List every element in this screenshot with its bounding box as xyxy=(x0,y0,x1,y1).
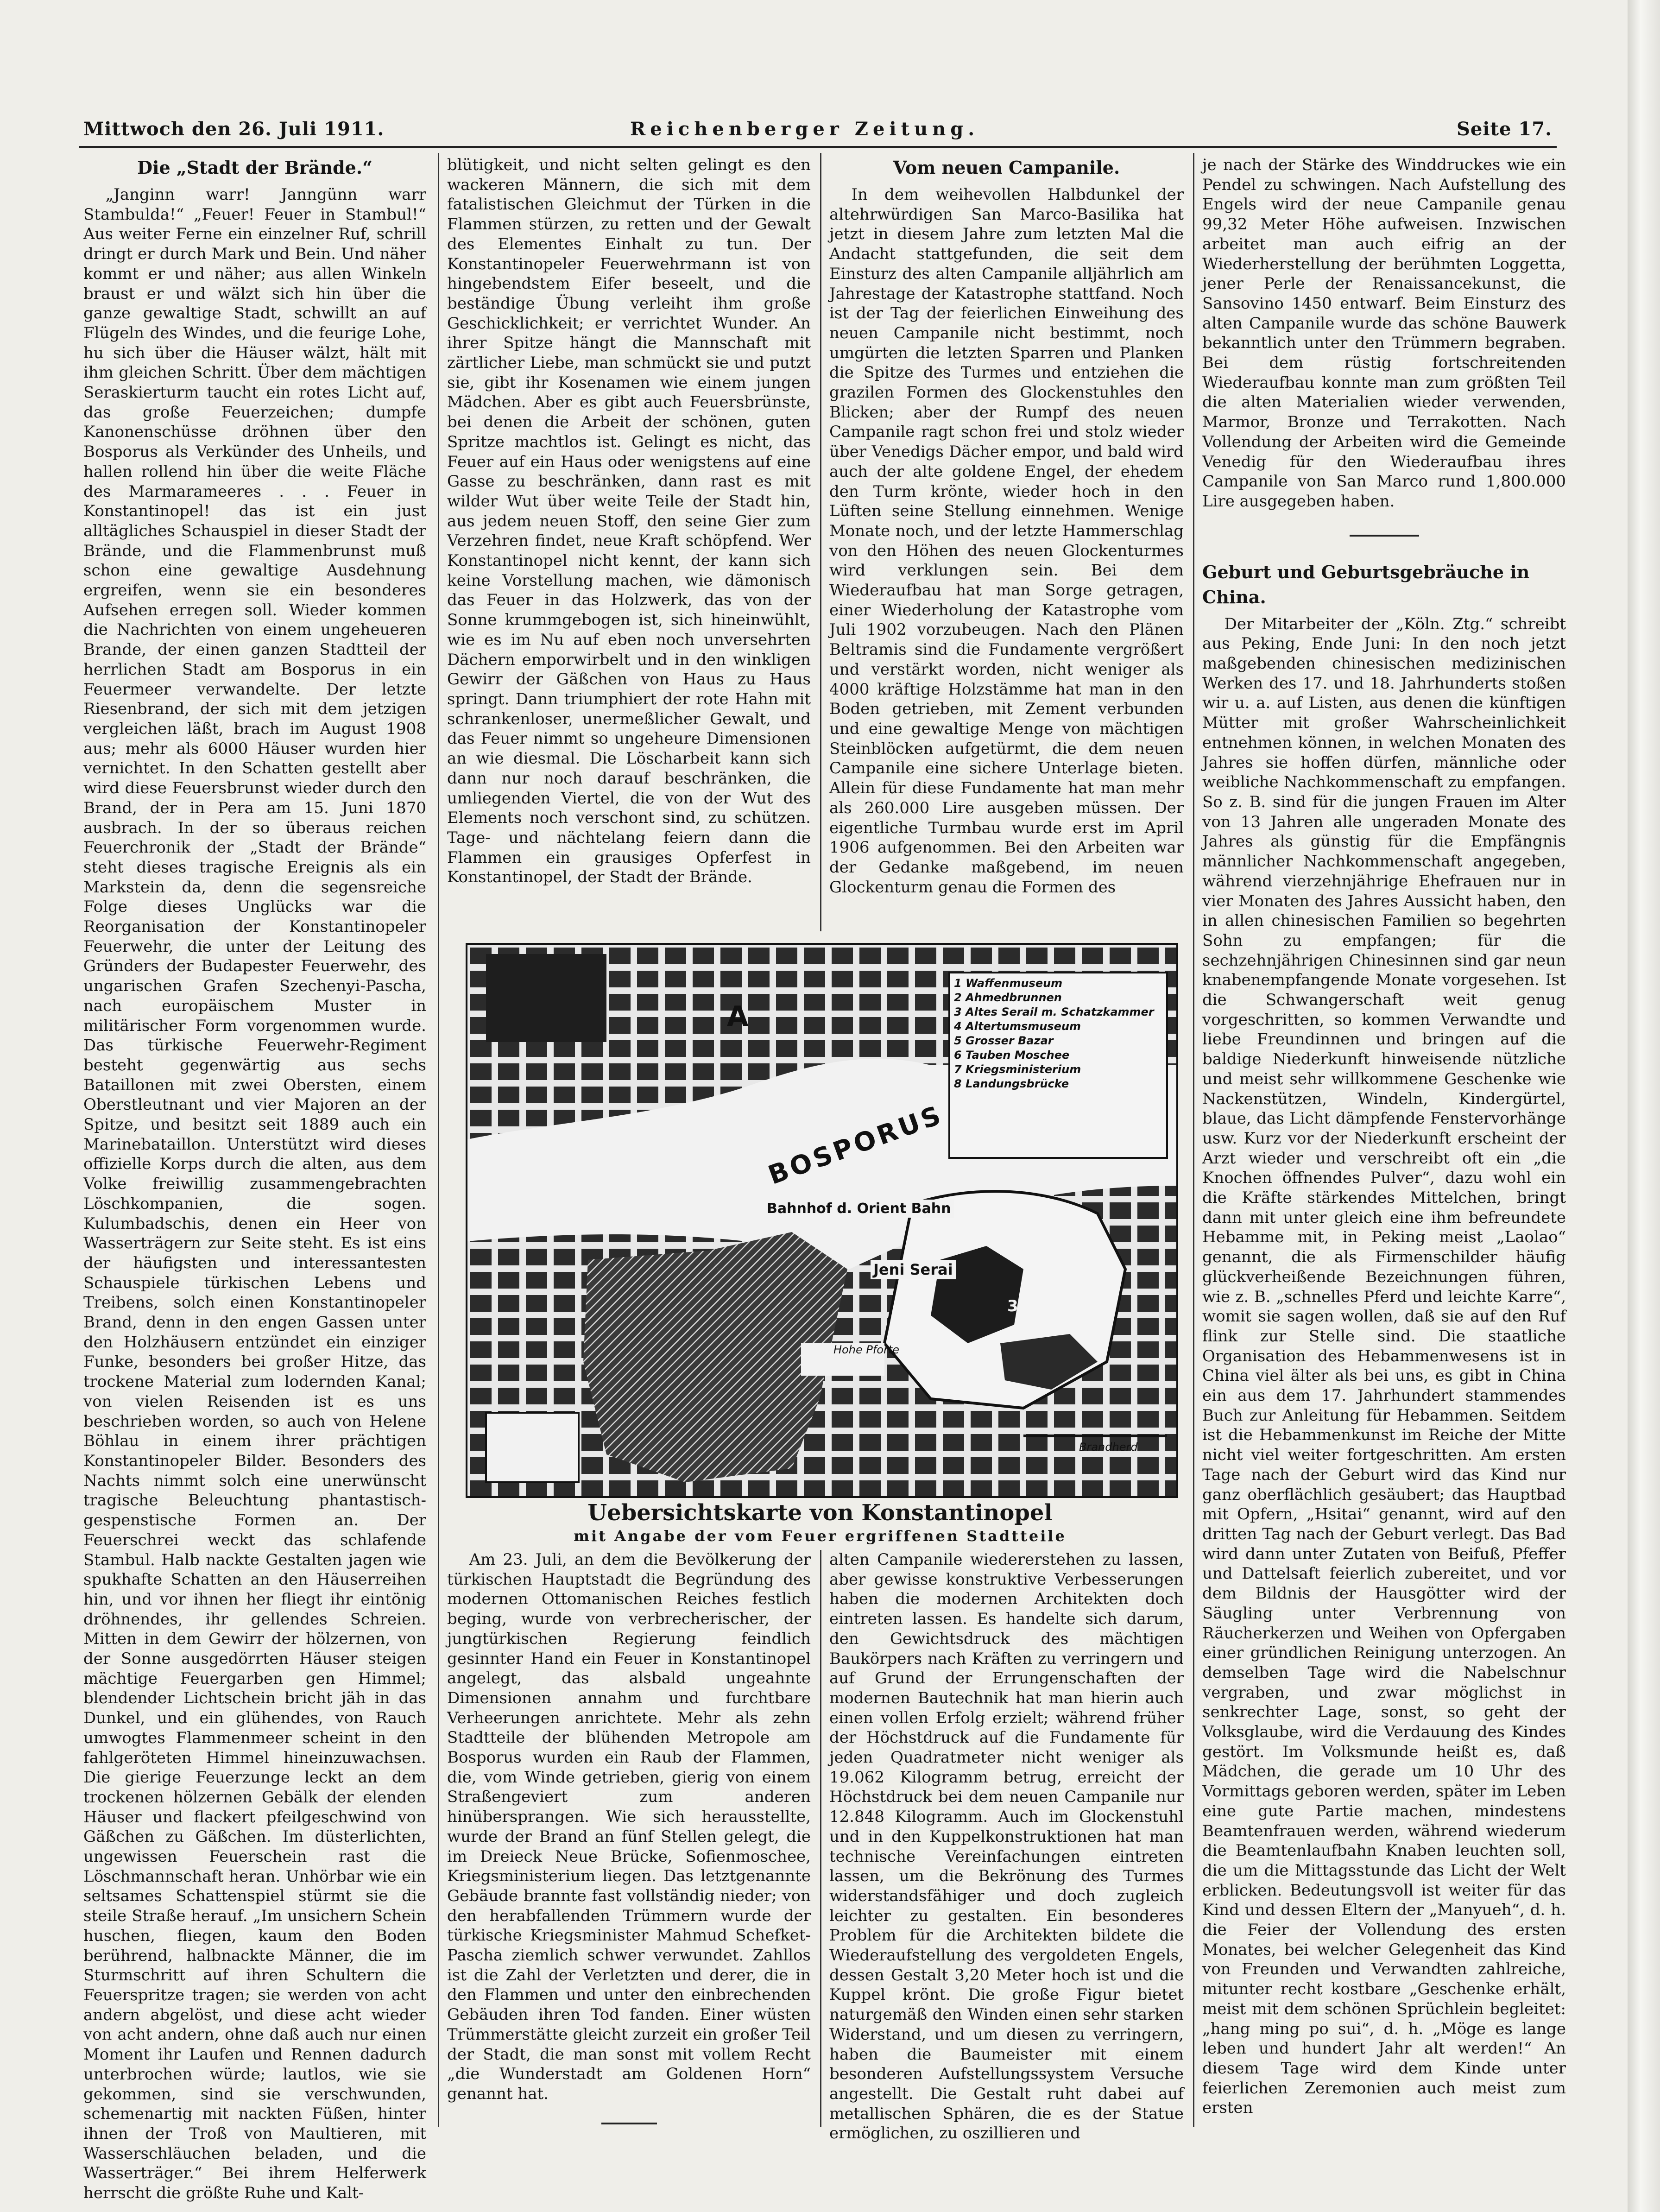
legend-item: 2 Ahmedbrunnen xyxy=(954,991,1062,1004)
header-date: Mittwoch den 26. Juli 1911. xyxy=(83,118,385,140)
header-newspaper-title: Reichenberger Zeitung. xyxy=(630,118,979,140)
legend-item: 8 Landungsbrücke xyxy=(954,1077,1069,1090)
article-fire-report xyxy=(447,1550,811,2124)
article-fire-report-text: Am 23. Juli, an dem die Bevölkerung der türkischen Hauptstadt die Begründung des modernen Ottomanischen Reiches festlich beging, wurde von verbrecherischer, der jungtürkischen Regierung feindlich gesinnter Hand ein Feuer in Konstantinopel angelegt, das alsbald ungeahnte Dimensionen annahm und furchtbare Verheerungen anrichtete. Mehr als zehn Stadtteile der blühenden Metropole am Bosporus wurden ein Raub der Flammen, die, vom Winde getrieben, gierig von einem Straßengeviert zum anderen hinübersprangen. Wie sich herausstellte, wurde der Brand an fünf Stellen gelegt, die im Dreieck Neue Brücke, Sofienmoschee, Kriegsministerium liegen. Das letztgenannte Gebäude brannte fast vollständig nieder; von den herabfallenden Trümmern wurde der türkische Kriegsminister Mahmud Schefket-Pascha ziemlich schwer verwundet. Zahllos ist die Zahl der Verletzten und derer, die in den Flammen und unter den einbrechenden Gebäuden ihren Tod fanden. Einer wüsten Trümmerstätte gleicht zurzeit ein großer Teil der Stadt, die man sonst mit vollem Recht „die Wunderstadt am Goldenen Horn“ genannt hat. xyxy=(447,1550,811,2103)
article-china-text: Der Mitarbeiter der „Köln. Ztg.“ schreibt aus Peking, Ende Juni: In den noch jetzt maßgebenden chinesischen medizinischen Werken des 17. und 18. Jahrhunderts stoßen wir u. a. auf Listen, aus denen die künftigen Mütter mit großer Wahrscheinlichkeit entnehmen können, in welchen Monaten des Jahres sie hoffen dürfen, männliche oder weibliche Nachkommenschaft zu empfangen. So z. B. sind für die jungen Frauen im Alter von 13 Jahren alle ungeraden Monate des Jahres als günstig für die Empfängnis männlicher Nachkommenschaft angegeben, während vierzehnjährige Ehefrauen nur in vier Monaten des Jahres Aussicht haben, den in allen chinesischen Familien so begehrten Sohn zu empfangen; für die sechzehnjährigen Chinesinnen sind gar neun knabenempfangende Monate vorgesehen. Ist die Schwangerschaft weit genug vorgeschritten, so kommen Verwandte und liebe Freundinnen und bringen auf die baldige Niederkunft hinweisende nützliche und meist sehr willkommene Geschenke wie Nackenstützen, Windeln, Kindergürtel, blaue, das Licht dämpfende Fenstervorhänge usw. Kurz vor der Niederkunft erscheint der Arzt wieder und verschreibt oft ein „die Knochen öffnendes Pulver“, dazu wohl ein die Kräfte stärkendes Mittelchen, bringt dann mit unter gleich eine ihm befreundete Hebamme mit, in Peking meist „Laolao“ genannt, die als Firmenschilder häufig glückverheißende Bezeichnungen führen, wie z. B. „schnelles Pferd und leichte Karre“, womit sie sagen wollen, daß sie auf den Ruf flink zur Stelle sind. Die staatliche Organisation des Hebammenwesens ist in China viel älter als bei uns, es gibt in China ein aus dem 17. Jahrhundert stammendes Buch zur Anleitung für Hebammen. Seitdem ist die Hebammenkunst im Reiche der Mitte nicht viel weiter fortgeschritten. Am ersten Tage nach der Geburt wird das Kind nur ganz oberflächlich gesäubert; das Hauptbad mit Opfern, „Hsitai“ genannt, wird auf den dritten Tag nach der Geburt verlegt. Das Bad wird dann unter Zutaten von Beifuß, Pfeffer und Dattelsaft feierlich zubereitet, und vor dem Bildnis der Hausgötter wird der Säugling unter Verbrennung von Räucherkerzen und Weihen von Opfergaben einer gründlichen Reinigung unterzogen. An demselben Tage wird die Nabelschnur vergraben, und zwar möglichst in senkrechter Lage, sonst, so geht der Volksglaube, wird die Verdauung des Kindes gestört. Im Volksmunde heißt es, daß Mädchen, die gerade um 10 Uhr des Vormittags geboren werden, später im Leben eine gute Partie machen, mindestens Beamtenfrauen werden, während wiederum die Beamtenlaufbahn Knaben leuchten soll, die um die Mittagsstunde das Licht der Welt erblicken. Bedeutungsvoll ist weiter für das Kind und dessen Eltern der „Manyueh“, d. h. die Feier der Vollendung des ersten Monates, bei welcher Gelegenheit das Kind von Freunden und Verwandten zahlreiche, mitunter recht kostbare „Geschenke erhält, meist mit dem schönen Sprüchlein begleitet: „hang ming po sui“, d. h. „Möge es lange leben und hundert Jahr alt werden!“ An diesem Tage wird dem Kinde unter feierlichen Zeremonien auch meist zum ersten xyxy=(1202,614,1566,2117)
article-fire-text: „Janginn warr! Janngünn warr Stambulda!“ „Feuer! Feuer in Stambul!“ Aus weiter Ferne ein einzelner Ruf, schrill dringt er durch Mark und Bein. Und näher kommt er und näher; aus allen Winkeln braust er und wälzt sich hin über die ganze gewaltige Stadt, schwillt an auf Flügeln des Windes, und die feurige Lohe, hu sich über die Häuser wälzt, hält mit ihm gleichen Schritt. Über dem mächtigen Seraskierturm taucht ein rotes Licht auf, das große Feuerzeichen; dumpfe Kanonenschüsse dröhnen über den Bosporus als Verkünder des Unheils, und hallen rollend hin über die weite Fläche des Marmarameeres . . . Feuer in Konstantinopel! das ist ein just alltägliches Schauspiel in dieser Stadt der Brände, und die Flammenbrunst muß schon eine gewaltige Ausdehnung ergreifen, wenn sie ein besonderes Aufsehen erregen soll. Wieder kommen die Nachrichten von einem ungeheueren Brande, der einen ganzen Stadtteil der herrlichen Stadt am Bosporus in ein Feuermeer verwandelte. Der letzte Riesenbrand, der sich mit dem jetzigen vergleichen läßt, brach im August 1908 aus; mehr als 6000 Häuser wurden hier vernichtet. In den Schatten gestellt aber wird diese Feuersbrunst wieder durch den Brand, der in Pera am 15. Juni 1870 ausbrach. In der so überaus reichen Feuerchronik der „Stadt der Brände“ steht dieses tragische Ereignis als ein Markstein da, denn die segensreiche Folge dieses Unglücks war die Reorganisation der Konstantinopeler Feuerwehr, die unter der Leitung des Gründers der Budapester Feuerwehr, des ungarischen Grafen Szechenyi-Pascha, nach europäischem Muster in militärischer Form vorgenommen wurde. Das türkische Feuerwehr-Regiment besteht gegenwärtig aus sechs Bataillonen mit zwei Obersten, einem Oberstleutnant und vier Majoren an der Spitze, und besitzt seit 1889 auch ein Marinebataillon. Unterstützt wird dieses offizielle Korps durch die alten, aus dem Volke freiwillig zusammengebrachten Löschkompanien, die sogen. Kulumbadschis, denen ein Heer von Wasserträgern zur Seite steht. Es ist eins der häufigsten und interessantesten Schauspiele türkischen Lebens und Treibens, solch einen Konstantinopeler Brand, denn in den engen Gassen unter den Holzhäusern entzündet ein einziger Funke, besonders bei großer Hitze, das trockene Material zum lodernden Kanal; von vielen Reisenden ist es uns beschrieben worden, so auch von Helene Böhlau in einem ihrer prächtigen Konstantinopeler Bilder. Besonders des Nachts nimmt solch eine unerwünscht tragische Beleuchtung phantastisch-gespenstische Formen an. Der Feuerschrei weckt das schlafende Stambul. Halb nackte Gestalten jagen wie spukhafte Schatten an den Häuserreihen hin, und vor ihnen her fliegt ihr eintönig dröhnendes, ihr gellendes Schreien. Mitten in dem Gewirr der hölzernen, von der Sonne ausgedörrten Häuser steigen mächtige Feuergarben gen Himmel; blendender Lichtschein bricht jäh in das Dunkel, und ein glühendes, von Rauch umwogtes Flammenmeer scheint in den fahlgeröteten Himmel hineinzuwachsen. Die gierige Feuerzunge leckt an dem trockenen hölzernen Gebälk der elenden Häuser und flackert pfeilgeschwind von Gäßchen zu Gäßchen. Im düsterlichten, ungewissen Feuerschein rast die Löschmannschaft heran. Unhörbar wie ein seltsames Schattenspiel stürmt sie die steile Straße herauf. „Im unsichern Schein huschen, fliegen, kaum den Boden berührend, halbnackte Männer, die im Sturmschritt auf ihren Schultern die Feuerspritze tragen; sie werden von acht andern abgelöst, und diese acht wieder von acht andern, ohne daß auch nur einen Moment ihr Laufen und Rennen dadurch unterbrochen würde; lautlos, wie sie gekommen, sind sie verschwunden, schemenartig mit nackten Füßen, hinter ihnen der Troß von Maultieren, mit Wasserschläuchen beladen, und die Wasserträger.“ Bei ihrem Helferwerk herrscht die größte Ruhe und Kalt- xyxy=(83,185,426,2203)
map-caption-title: Uebersichtskarte von Konstantinopel xyxy=(587,1500,1053,1526)
legend-item: 4 Altertumsmuseum xyxy=(954,1020,1081,1033)
legend-item: 3 Altes Serail m. Schatzkammer xyxy=(954,1005,1154,1018)
article-title-fire: Die „Stadt der Brände.“ xyxy=(137,157,372,178)
article-campanile-text: In dem weihevollen Halbdunkel der altehrwürdigen San Marco-Basilika hat jetzt in diesem Jahre zum letzten Mal die Andacht stattgefunden, die seit dem Einsturz des alten Campanile alljährlich am Jahrestage der Katastrophe stattfand. Noch ist der Tag der feierlichen Einweihung des neuen Campanile nicht bestimmt, noch umgürten die letzten Sparren und Planken die Spitze des Turmes und entziehen die grazilen Formen des Glockenstuhles den Blicken; aber der Rumpf des neuen Campanile ragt schon frei und stolz wieder über Venedigs Dächer empor, und bald wird auch der alte goldene Engel, der ehedem den Turm krönte, wieder hoch in den Lüften seine Stellung einnehmen. Wenige Monate noch, und der letzte Hammerschlag von den Höhen des neuen Glockenturmes wird verklungen sein. Bei dem Wiederaufbau hat man Sorge getragen, einer Wiederholung der Katastrophe vom Juli 1902 vorzubeugen. Nach den Plänen Beltramis sind die Fundamente vergrößert und verstärkt worden, nicht weniger als 4000 kräftige Holzstämme hat man in den Boden getrieben, mit Zement verbunden und eine gewaltige Menge von mächtigen Steinblöcken aufgetürmt, die dem neuen Campanile eine sichere Unterlage bieten. Allein für diese Fundamente hat man mehr als 260.000 Lire ausgeben müssen. Der eigentliche Turmbau wurde erst im April 1906 aufgenommen. Bei den Arbeiten war der Gedanke maßgebend, im neuen Glockenturm genau die Formen des xyxy=(829,185,1184,897)
legend-item: 6 Tauben Moschee xyxy=(954,1049,1070,1062)
constantinople-map xyxy=(466,943,1178,1498)
legend-item: 7 Kriegsministerium xyxy=(954,1063,1081,1076)
map-label-jeni-serai: Jeni Serai xyxy=(871,1260,956,1279)
map-label-bahnhof: Bahnhof d. Orient Bahn xyxy=(764,1200,954,1218)
legend-item: 1 Waffenmuseum xyxy=(954,977,1063,990)
article-fire-continued xyxy=(447,155,811,929)
article-campanile-continued xyxy=(829,1550,1184,2143)
article-campanile-continued-text: alten Campanile wiedererstehen zu lassen, aber gewisse konstruktive Verbesserungen haben die modernen Architekten doch eintreten lassen. Es handelte sich darum, den Gewichtsdruck des mächtigen Baukörpers nach Kräften zu verringern und auf Grund der Errungenschaften der modernen Bautechnik hat man hierin auch einen vollen Erfolg erzielt; während früher der Höchstdruck auf die Fundamente für jeden Quadratmeter nicht weniger als 19.062 Kilogramm betrug, erreicht der Höchstdruck bei dem neuen Campanile nur 12.848 Kilogramm. Auch im Glockenstuhl und in den Kuppelkonstruktionen hat man technische Vereinfachungen eintreten lassen, um die Bekrönung des Turmes widerstandsfähiger und doch zugleich leichter zu gestalten. Ein besonderes Problem für die Architekten bildete die Wiederaufstellung des vergoldeten Engels, dessen Gestalt 3,20 Meter hoch ist und die Kuppel krönt. Die große Figur bietet naturgemäß den Winden einen sehr starken Widerstand, und um diesen zu verringern, haben die Baumeister mit einem besonderen Aufstellungssystem Versuche angestellt. Die Gestalt ruht dabei auf metallischen Sphären, die es der Statue ermöglichen, zu oszillieren und xyxy=(829,1550,1184,2143)
article-title-campanile: Vom neuen Campanile. xyxy=(893,157,1120,178)
map-label-3: 3 xyxy=(1007,1297,1018,1315)
map-label-bosporus: BOSPORUS xyxy=(764,1100,947,1191)
legend-item: 5 Grosser Bazar xyxy=(954,1034,1054,1047)
article-china-column xyxy=(1202,155,1566,2124)
map-caption-subtitle: mit Angabe der vom Feuer ergriffenen Stadtteile xyxy=(574,1527,1067,1545)
article-fire-column xyxy=(83,155,426,2203)
map-label-hohe-pforte: Hohe Pforte xyxy=(833,1343,899,1356)
column-divider xyxy=(820,1550,821,2127)
map-legend xyxy=(954,976,1165,1091)
column-divider xyxy=(438,153,439,2127)
article-title-china: Geburt und Geburtsgebräuche in China. xyxy=(1202,561,1530,607)
article-campanile-end-text: je nach der Stärke des Winddruckes wie ein Pendel zu schwingen. Nach Aufstellung des Engels wird der neue Campanile genau 99,32 Meter Höhe aufweisen. Inzwischen arbeitet man auch eifrig an der Wiederherstellung der berühmten Loggetta, jener Perle der Renaissancekunst, die Sansovino 1450 entwarf. Beim Einsturz des alten Campanile wurde das schöne Bauwerk bekanntlich unter den Trümmern begraben. Bei dem rüstig fortschreitenden Wiederaufbau konnte man zum größten Teil die alten Materialien wieder verwenden, Marmor, Bronze und Terrakotten. Nach Vollendung der Arbeiten wird die Gemeinde Venedig für den Wiederaufbau ihres Campanile von San Marco rund 1,800.000 Lire ausgegeben haben. xyxy=(1202,156,1566,511)
article-end-rule xyxy=(601,2123,657,2124)
map-label-brandherd: Brandherd xyxy=(1079,1441,1138,1454)
map-caption xyxy=(466,1499,1174,1545)
article-campanile xyxy=(829,155,1184,929)
page-header xyxy=(83,118,1552,146)
header-rule xyxy=(79,146,1557,148)
article-fire-continued-text: blütigkeit, und nicht selten gelingt es den wackeren Männern, die sich mit dem fatalistischen Gleichmut der Türken in die Flammen stürzen, zu retten und der Gewalt des Elementes Einhalt zu tun. Der Konstantinopeler Feuerwehrmann ist von hingebendstem Eifer beseelt, und die beständige Übung verleiht ihm große Geschicklichkeit; er verrichtet Wunder. An ihrer Spitze hängt die Mannschaft mit zärtlicher Liebe, man schmückt sie und putzt sie, gibt ihr Kosenamen wie einem jungen Mädchen. Aber es gibt auch Feuersbrünste, bei denen die Arbeit der schönen, guten Spritze machtlos ist. Gelingt es nicht, das Feuer auf ein Haus oder wenigstens auf eine Gasse zu beschränken, dann rast es mit wilder Wut über weite Teile der Stadt hin, aus jedem neuen Stoff, den seine Gier zum Verzehren findet, neue Kraft schöpfend. Wer Konstantinopel nicht kennt, der kann sich keine Vorstellung machen, wie dämonisch das Feuer in das Holzwerk, das von der Sonne krummgebogen ist, sich hineinwühlt, wie es im Nu auf eben noch unversehrten Dächern emporwirbelt und in den winkligen Gewirr der Gäßchen von Haus zu Haus springt. Dann triumphiert der rote Hahn mit schrankenloser, unermeßlicher Gewalt, und das Feuer nimmt so ungeheure Dimensionen an wie diesmal. Die Löscharbeit kann sich dann nur noch darauf beschränken, die umliegenden Viertel, die von der Wut des Elements noch verschont sind, zu schützen. Tage- und nächtelang feiern dann die Flammen ein grausiges Opferfest in Konstantinopel, der Stadt der Brände. xyxy=(447,156,811,887)
scan-edge xyxy=(1628,0,1660,2212)
article-separator xyxy=(1350,535,1419,537)
map-label-a: A xyxy=(727,1000,749,1033)
header-page-number: Seite 17. xyxy=(1457,118,1552,140)
column-divider xyxy=(820,153,821,931)
column-divider xyxy=(1193,153,1194,2127)
